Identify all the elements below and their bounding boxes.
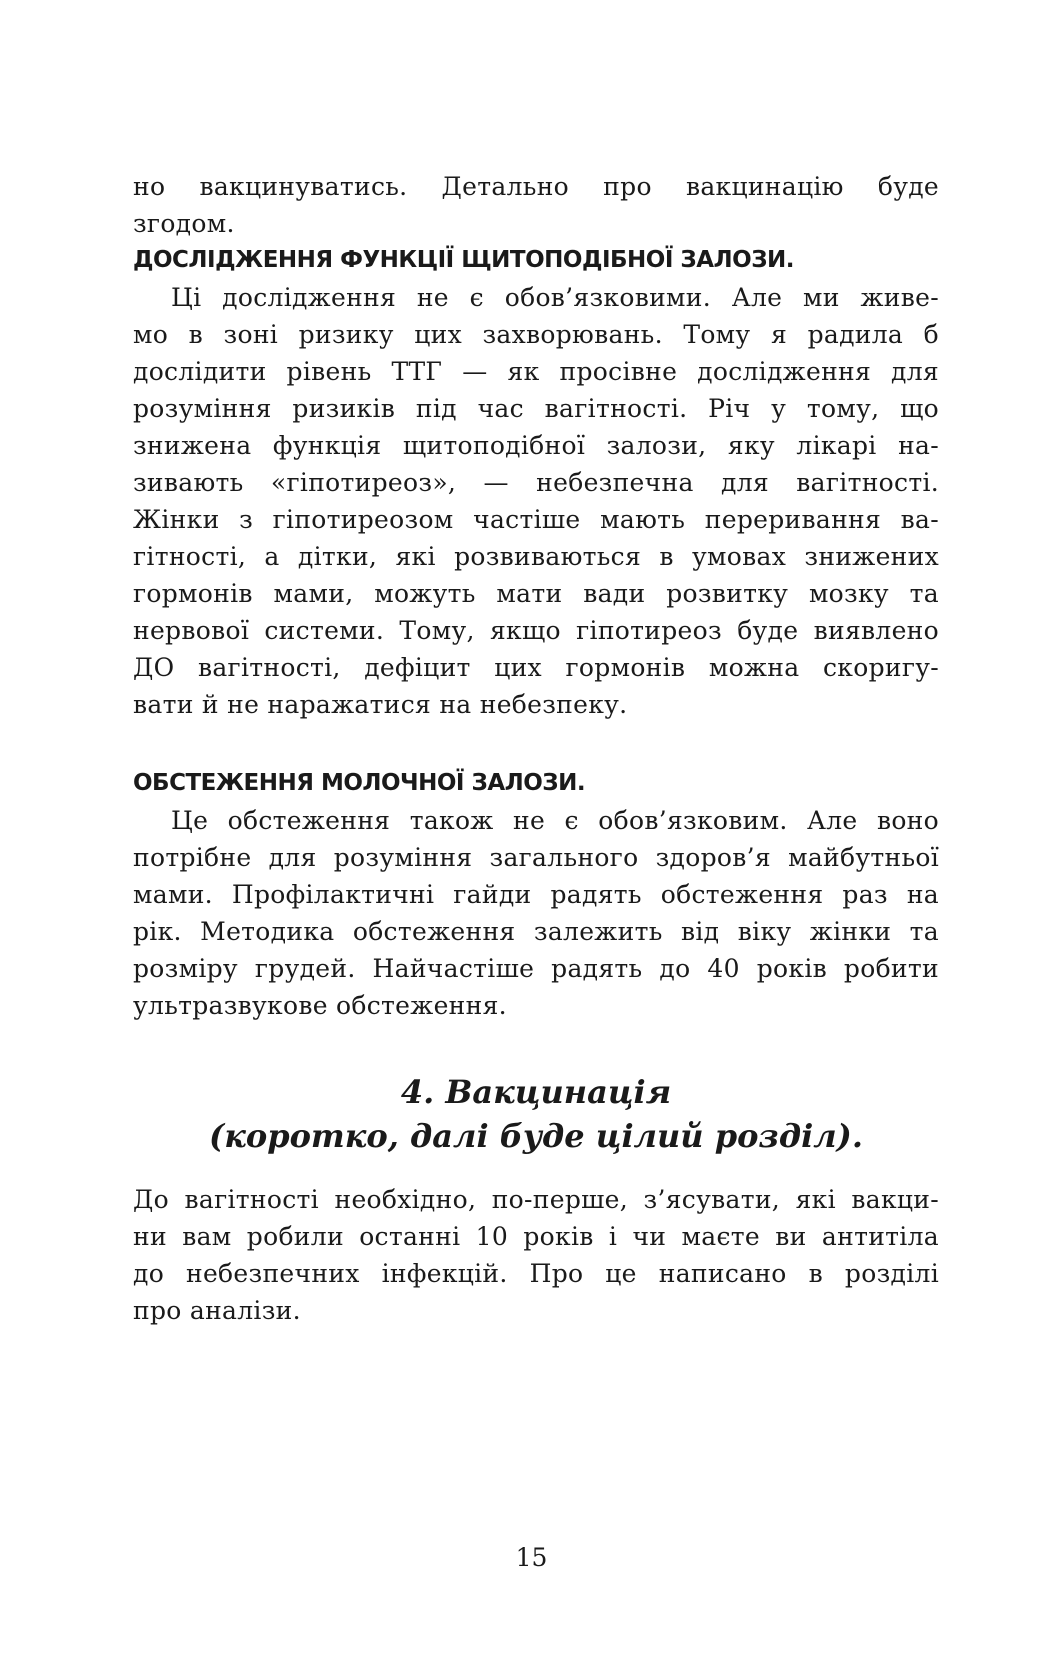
text-line: Ці дослідження не є обов’язковими. Але ми живе- bbox=[171, 283, 939, 312]
text-line: дослідити рівень ТТГ — як просівне дослідження для bbox=[133, 357, 939, 386]
chapter-title bbox=[133, 1070, 939, 1158]
section-breast bbox=[133, 765, 939, 1024]
section-thyroid bbox=[133, 242, 939, 723]
text-line: но вакцинуватись. Детально про вакцинацію буде bbox=[133, 172, 939, 201]
text-line: ультразвукове обстеження. bbox=[133, 991, 507, 1020]
text-line: потрібне для розуміння загального здоров’я майбутньої bbox=[133, 843, 939, 872]
text-line: про аналізи. bbox=[133, 1296, 301, 1325]
text-line: ДО вагітності, дефіцит цих гормонів можна скоригу- bbox=[133, 653, 939, 682]
section-vaccination bbox=[133, 1181, 939, 1329]
text-line: До вагітності необхідно, по-перше, з’ясувати, які вакци- bbox=[133, 1185, 939, 1214]
text-line: вати й не наражатися на небезпеку. bbox=[133, 690, 628, 719]
paragraph-continuation bbox=[133, 168, 939, 242]
section-heading-thyroid: ДОСЛІДЖЕННЯ ФУНКЦІЇ ЩИТОПОДІБНОЇ ЗАЛОЗИ. bbox=[133, 247, 795, 273]
section-heading-breast: ОБСТЕЖЕННЯ МОЛОЧНОЇ ЗАЛОЗИ. bbox=[133, 770, 586, 796]
text-line: мо в зоні ризику цих захворювань. Тому я радила б bbox=[133, 320, 939, 349]
page-number: 15 bbox=[515, 1543, 548, 1572]
text-line: згодом. bbox=[133, 209, 235, 238]
text-line: мами. Профілактичні гайди радять обстеження раз на bbox=[133, 880, 939, 909]
chapter-title-line-2: (коротко, далі буде цілий розділ). bbox=[209, 1117, 863, 1155]
text-line: Це обстеження також не є обов’язковим. Але воно bbox=[171, 806, 939, 835]
text-line: зивають «гіпотиреоз», — небезпечна для вагітності. bbox=[133, 468, 939, 497]
text-line: гормонів мами, можуть мати вади розвитку мозку та bbox=[133, 579, 939, 608]
text-line: ни вам робили останні 10 років і чи маєте ви антитіла bbox=[133, 1222, 939, 1251]
text-line: гітності, а дітки, які розвиваються в умовах знижених bbox=[133, 542, 939, 571]
text-line: знижена функція щитоподібної залози, яку лікарі на- bbox=[133, 431, 939, 460]
text-line: до небезпечних інфекцій. Про це написано в розділі bbox=[133, 1259, 939, 1288]
text-line: нервової системи. Тому, якщо гіпотиреоз буде виявлено bbox=[133, 616, 939, 645]
text-line: Жінки з гіпотиреозом частіше мають переривання ва- bbox=[133, 505, 939, 534]
text-line: розміру грудей. Найчастіше радять до 40 років робити bbox=[133, 954, 939, 983]
chapter-title-line-1: 4. Вакцинація bbox=[400, 1073, 672, 1111]
text-line: рік. Методика обстеження залежить від віку жінки та bbox=[133, 917, 939, 946]
text-line: розуміння ризиків під час вагітності. Річ у тому, що bbox=[133, 394, 939, 423]
